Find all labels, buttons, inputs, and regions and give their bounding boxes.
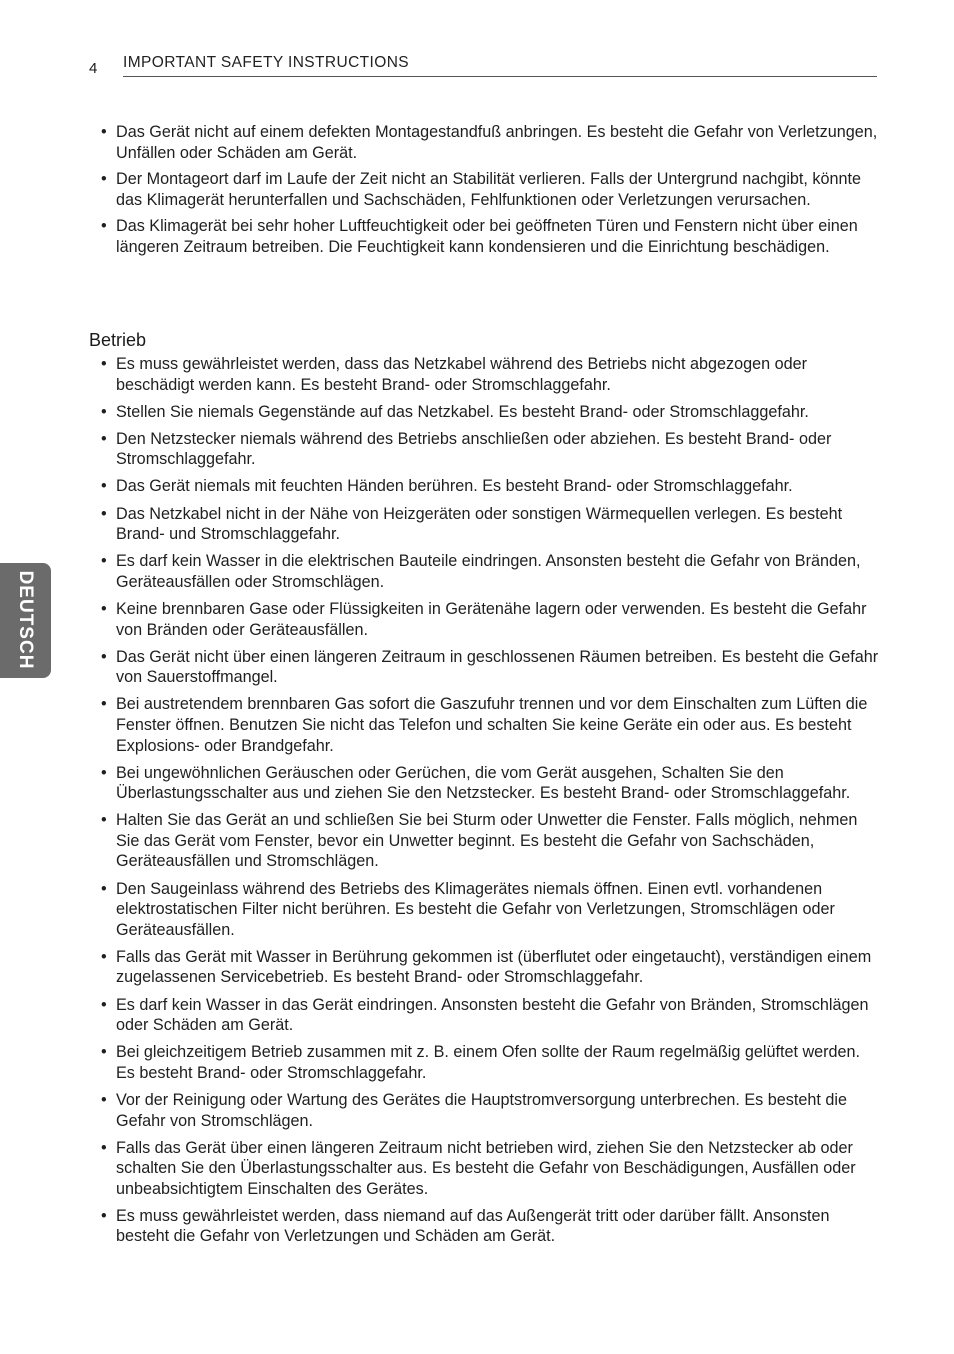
list-item: • Es muss gewährleistet werden, dass niemand auf das Außengerät tritt oder darüber fällt. Ansonsten besteht die Gefahr von Verletzungen und Schäden am Gerät. <box>100 1206 880 1247</box>
page-header <box>0 0 954 80</box>
list-item: • Das Gerät niemals mit feuchten Händen berühren. Es besteht Brand- oder Stromschlaggefahr. <box>100 476 880 497</box>
intro-bullet-list <box>100 122 880 264</box>
list-item: • Den Netzstecker niemals während des Betriebs anschließen oder abziehen. Es besteht Brand- oder Stromschlaggefahr. <box>100 429 880 470</box>
list-item: • Falls das Gerät über einen längeren Zeitraum nicht betrieben wird, ziehen Sie den Netzstecker ab oder schalten Sie den Überlastungsschalter aus. Es besteht die Gefahr von Beschädigungen, Ausfällen oder unbeabsichtigtem Einschalten des Gerätes. <box>100 1138 880 1200</box>
side-tab-label: DEUTSCH <box>15 570 36 670</box>
list-item: • Bei gleichzeitigem Betrieb zusammen mit z. B. einem Ofen sollte der Raum regelmäßig gelüftet werden. Es besteht Brand- oder Stromschlaggefahr. <box>100 1042 880 1083</box>
list-item: • Falls das Gerät mit Wasser in Berührung gekommen ist (überflutet oder eingetaucht), verständigen einem zugelassenen Servicebetrieb. Es besteht Brand- oder Stromschlaggefahr. <box>100 947 880 988</box>
header-title: IMPORTANT SAFETY INSTRUCTIONS <box>123 54 410 71</box>
list-item: • Es darf kein Wasser in die elektrischen Bauteile eindringen. Ansonsten besteht die Gefahr von Bränden, Geräteausfällen oder Stromschlägen. <box>100 551 880 592</box>
list-item: • Halten Sie das Gerät an und schließen Sie bei Sturm oder Unwetter die Fenster. Falls möglich, nehmen Sie das Gerät vom Fenster, bevor ein Unwetter beginnt. Es besteht die Gefahr von Sachschäden, Geräteausfällen und Stromschlägen. <box>100 810 880 872</box>
betrieb-bullet-list <box>100 354 880 1254</box>
list-item: • Es muss gewährleistet werden, dass das Netzkabel während des Betriebs nicht abgezogen oder beschädigt werden kann. Es besteht Brand- oder Stromschlaggefahr. <box>100 354 880 395</box>
page-number: 4 <box>89 60 98 77</box>
header-rule <box>123 76 877 77</box>
list-item: • Vor der Reinigung oder Wartung des Gerätes die Hauptstromversorgung unterbrechen. Es besteht die Gefahr von Stromschlägen. <box>100 1090 880 1131</box>
list-item: • Bei austretendem brennbaren Gas sofort die Gaszufuhr trennen und vor dem Einschalten zum Lüften die Fenster öffnen. Benutzen Sie nicht das Telefon und schalten Sie keine Geräte ein oder aus. Es besteht Explosions- oder Brandgefahr. <box>100 694 880 756</box>
list-item: • Das Netzkabel nicht in der Nähe von Heizgeräten oder sonstigen Wärmequellen verlegen. Es besteht Brand- und Stromschlaggefahr. <box>100 504 880 545</box>
list-item: • Den Saugeinlass während des Betriebs des Klimagerätes niemals öffnen. Einen evtl. vorhandenen elektrostatischen Filter nicht berühren. Es besteht die Gefahr von Verletzungen, Stromschlägen oder Geräteausfällen. <box>100 879 880 941</box>
list-item: • Der Montageort darf im Laufe der Zeit nicht an Stabilität verlieren. Falls der Untergrund nachgibt, könnte das Klimagerät herunterfallen und Sachschäden, Fehlfunktionen oder Verletzungen verursachen. <box>100 169 880 210</box>
list-item: • Das Gerät nicht über einen längeren Zeitraum in geschlossenen Räumen betreiben. Es besteht die Gefahr von Sauerstoffmangel. <box>100 647 880 688</box>
list-item: • Stellen Sie niemals Gegenstände auf das Netzkabel. Es besteht Brand- oder Stromschlaggefahr. <box>100 402 880 423</box>
list-item: • Das Klimagerät bei sehr hoher Luftfeuchtigkeit oder bei geöffneten Türen und Fenstern nicht über einen längeren Zeitraum betreiben. Die Feuchtigkeit kann kondensieren und die Einrichtung beschädigen. <box>100 216 880 257</box>
section-heading: Betrieb <box>89 330 147 350</box>
list-item: • Es darf kein Wasser in das Gerät eindringen. Ansonsten besteht die Gefahr von Bränden, Stromschlägen oder Schäden am Gerät. <box>100 995 880 1036</box>
language-side-tab <box>0 563 51 678</box>
list-item: • Keine brennbaren Gase oder Flüssigkeiten in Gerätenähe lagern oder verwenden. Es besteht die Gefahr von Bränden oder Geräteausfällen. <box>100 599 880 640</box>
list-item: • Bei ungewöhnlichen Geräuschen oder Gerüchen, die vom Gerät ausgehen, Schalten Sie den Überlastungsschalter aus und ziehen Sie den Netzstecker. Es besteht Brand- oder Stromschlaggefahr. <box>100 763 880 804</box>
list-item: • Das Gerät nicht auf einem defekten Montagestandfuß anbringen. Es besteht die Gefahr von Verletzungen, Unfällen oder Schäden am Gerät. <box>100 122 880 163</box>
